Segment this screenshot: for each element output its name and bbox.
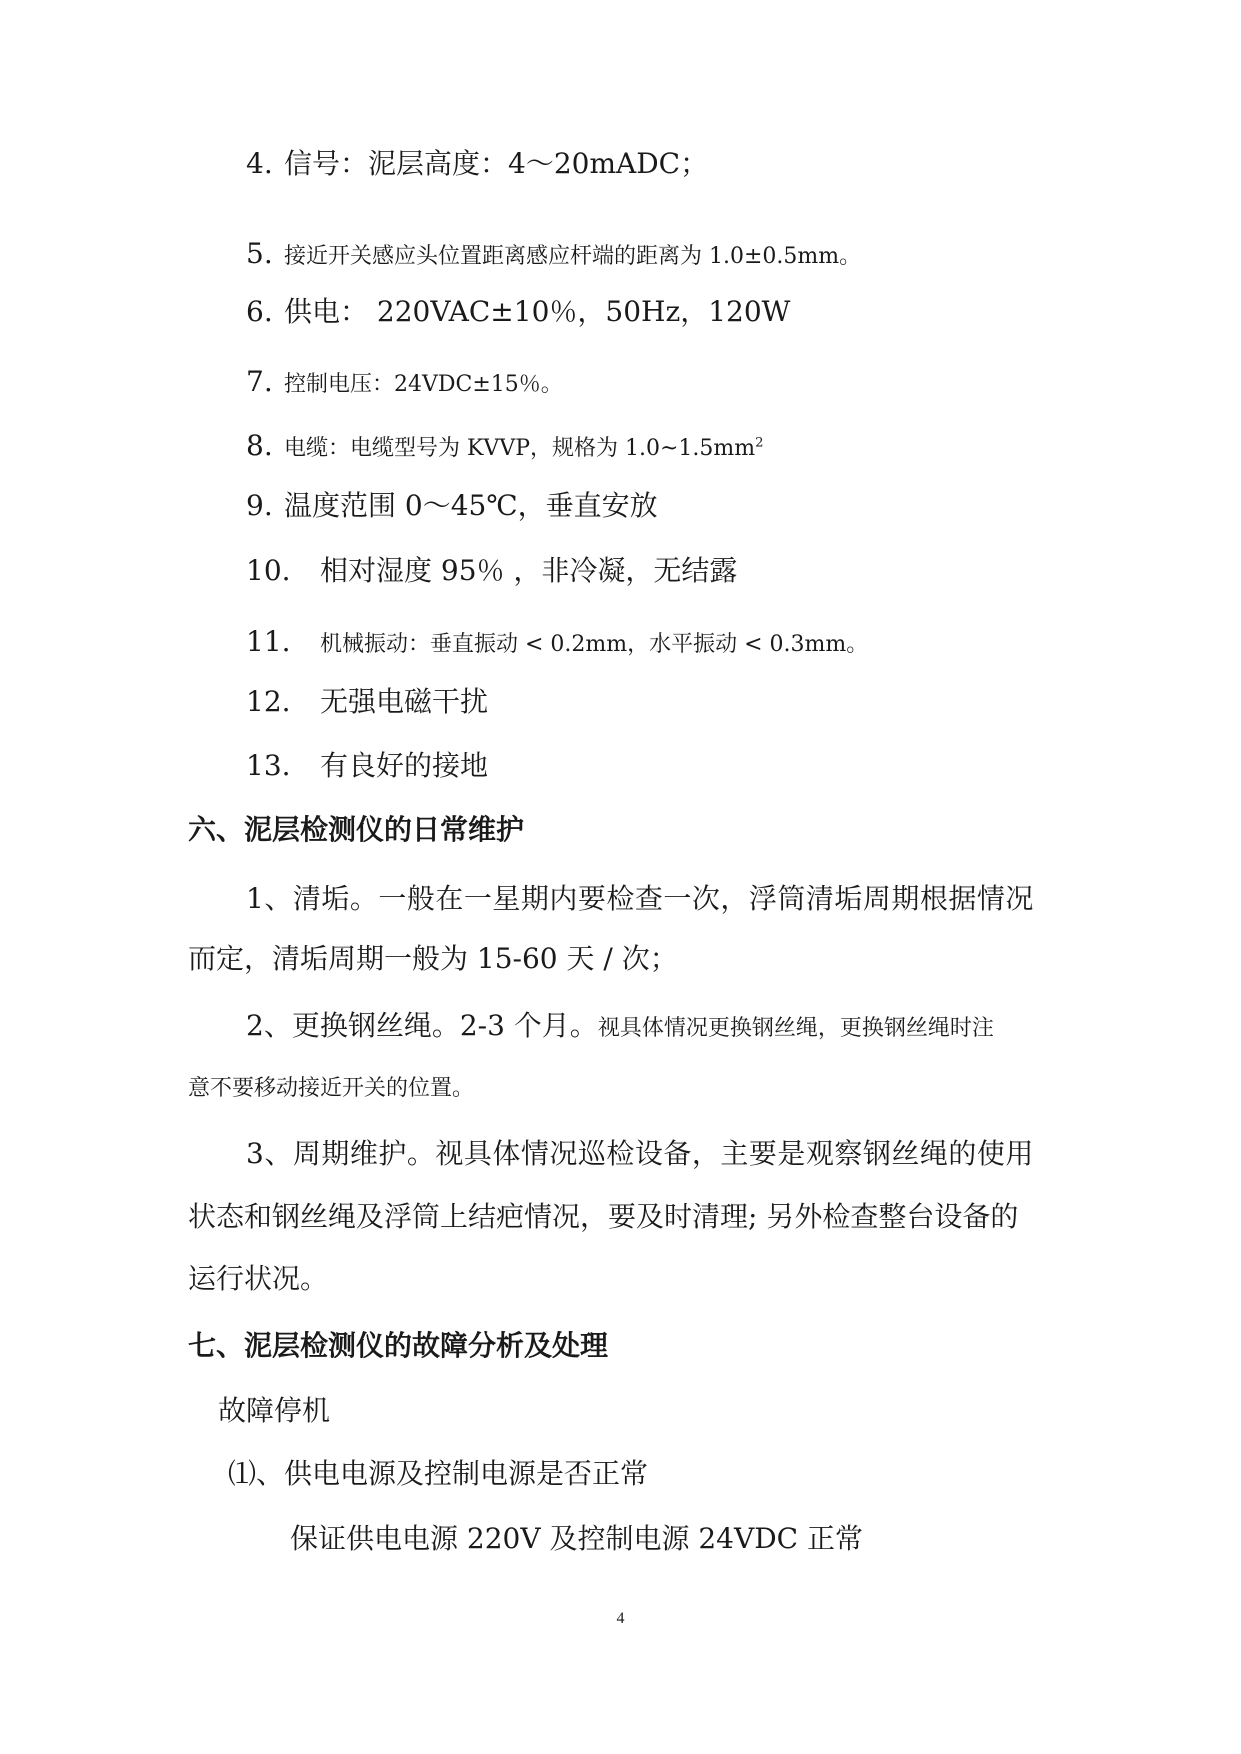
list-item-6 bbox=[246, 295, 791, 328]
section-heading-fault: 七、泥层检测仪的故障分析及处理 bbox=[188, 1329, 609, 1362]
list-text: 电缆：电缆型号为 KVVP，规格为 1.0~1.5mm bbox=[284, 436, 756, 461]
list-number: 12. bbox=[246, 685, 291, 718]
list-text: 无强电磁干扰 bbox=[320, 685, 489, 718]
list-number: 4. bbox=[246, 147, 273, 180]
list-number: 8. bbox=[246, 429, 273, 462]
paragraph-wire-line1 bbox=[246, 1009, 994, 1042]
list-text: 信号：泥层高度：4～20mADC； bbox=[284, 147, 709, 180]
list-number: 13. bbox=[246, 749, 291, 782]
list-number: 6. bbox=[246, 295, 273, 328]
list-number: 10. bbox=[246, 554, 291, 587]
list-item-10 bbox=[246, 554, 738, 587]
list-item-13 bbox=[246, 749, 489, 782]
page-number: 4 bbox=[616, 1610, 625, 1627]
list-item-11 bbox=[246, 625, 869, 658]
superscript: 2 bbox=[755, 435, 764, 451]
list-number: 11. bbox=[246, 625, 291, 658]
list-text: 有良好的接地 bbox=[320, 749, 489, 782]
list-text: 接近开关感应头位置距离感应杆端的距离为 1.0±0.5mm。 bbox=[284, 244, 862, 269]
paragraph-wire-line2: 意不要移动接近开关的位置。 bbox=[188, 1076, 475, 1101]
list-text: 供电： 220VAC±10％，50Hz，120W bbox=[284, 295, 791, 328]
list-item-4 bbox=[246, 147, 709, 180]
paragraph-cleaning-line1: 1、清垢。一般在一星期内要检查一次，浮筒清垢周期根据情况 bbox=[246, 882, 1034, 915]
paragraph-wire-lead: 2、更换钢丝绳。2-3 个月。 bbox=[246, 1009, 598, 1042]
paragraph-cleaning-line2: 而定，清垢周期一般为 15-60 天 / 次； bbox=[188, 942, 678, 975]
list-text: 温度范围 0～45℃，垂直安放 bbox=[284, 489, 658, 522]
list-item-9 bbox=[246, 489, 658, 522]
fault-item-1: ⑴、供电电源及控制电源是否正常 bbox=[228, 1457, 649, 1490]
list-text: 机械振动：垂直振动 < 0.2mm，水平振动 < 0.3mm。 bbox=[320, 632, 869, 657]
paragraph-periodic-line1: 3、周期维护。视具体情况巡检设备，主要是观察钢丝绳的使用 bbox=[246, 1137, 1034, 1170]
paragraph-periodic-line2: 状态和钢丝绳及浮筒上结疤情况，要及时清理; 另外检查整台设备的 bbox=[188, 1200, 1019, 1233]
list-number: 5. bbox=[246, 237, 273, 270]
list-number: 7. bbox=[246, 365, 273, 398]
list-item-7 bbox=[246, 365, 563, 398]
list-item-5 bbox=[246, 237, 862, 270]
paragraph-wire-rest: 视具体情况更换钢丝绳，更换钢丝绳时注 bbox=[597, 1016, 994, 1041]
list-item-12 bbox=[246, 685, 489, 718]
fault-subheading: 故障停机 bbox=[218, 1394, 331, 1427]
paragraph-periodic-line3: 运行状况。 bbox=[188, 1262, 329, 1295]
list-item-8 bbox=[246, 429, 764, 462]
section-heading-maintenance: 六、泥层检测仪的日常维护 bbox=[188, 813, 525, 846]
list-number: 9. bbox=[246, 489, 273, 522]
fault-item-1-detail: 保证供电电源 220V 及控制电源 24VDC 正常 bbox=[290, 1522, 863, 1555]
list-text: 相对湿度 95％ ，非冷凝，无结露 bbox=[320, 554, 738, 587]
list-text: 控制电压：24VDC±15％。 bbox=[284, 372, 563, 397]
